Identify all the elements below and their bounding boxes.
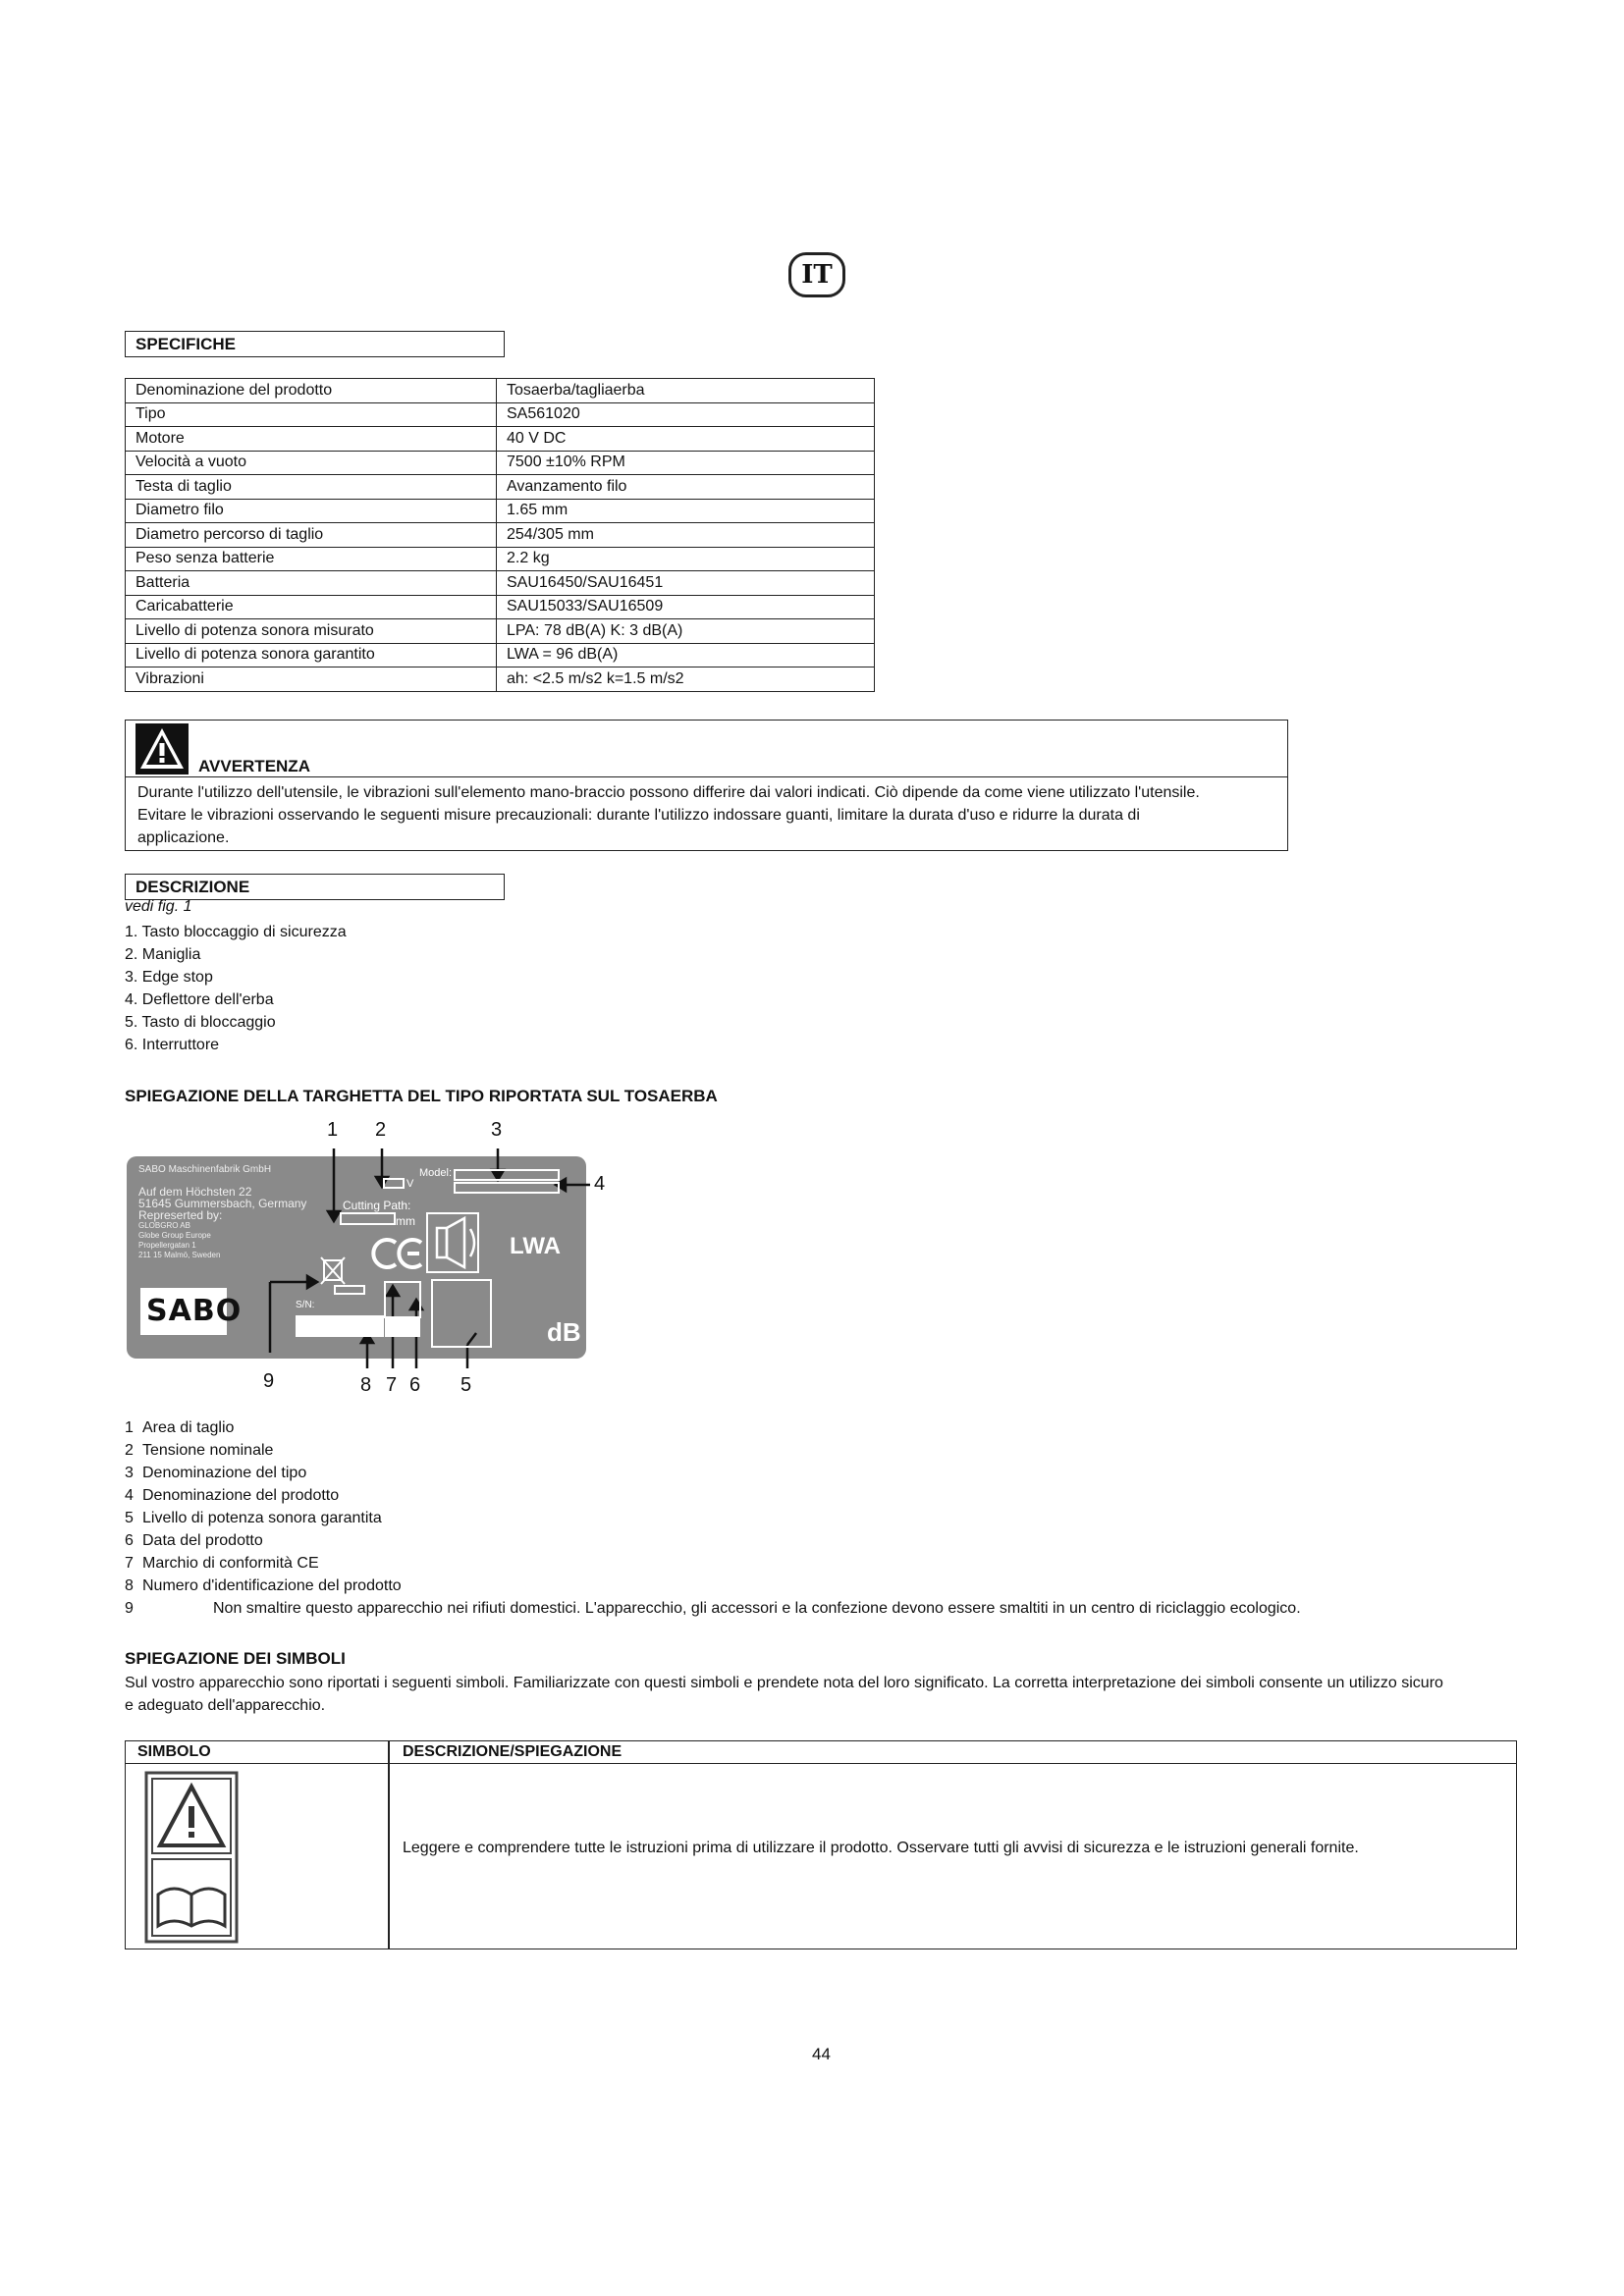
warning-title: AVVERTENZA bbox=[198, 757, 310, 775]
spec-label: Tipo bbox=[126, 402, 497, 427]
list-item: 6. Interruttore bbox=[125, 1037, 220, 1053]
plate-company: SABO Maschinenfabrik GmbH bbox=[138, 1164, 272, 1175]
list-item bbox=[125, 1462, 1301, 1484]
plate-address bbox=[138, 1186, 306, 1260]
item-text: Area di taglio bbox=[142, 1419, 235, 1436]
col-description-header: DESCRIZIONE/SPIEGAZIONE bbox=[403, 1743, 623, 1760]
table-row bbox=[126, 427, 875, 452]
spec-value: SA561020 bbox=[497, 402, 875, 427]
item-text: Marchio di conformità CE bbox=[142, 1555, 319, 1572]
plate-address-line: 211 15 Malmö, Sweden bbox=[138, 1251, 221, 1259]
item-number: 3 bbox=[125, 1465, 134, 1481]
spec-label: Caricabatterie bbox=[126, 595, 497, 619]
item-number: 7 bbox=[125, 1555, 134, 1572]
callout-number: 8 bbox=[360, 1374, 372, 1396]
warning-line: Evitare le vibrazioni osservando le seguenti misure precauzionali: durante l'utilizzo indossare guanti, limitare la durata d'uso e ridurre la durata di bbox=[137, 807, 1140, 824]
intro-line: e adeguato dell'apparecchio. bbox=[125, 1697, 326, 1714]
table-row bbox=[126, 595, 875, 619]
language-badge: IT bbox=[788, 252, 845, 297]
table-row bbox=[126, 619, 875, 644]
spec-value: SAU15033/SAU16509 bbox=[497, 595, 875, 619]
list-item bbox=[125, 1416, 1301, 1439]
col-symbol-header: SIMBOLO bbox=[137, 1743, 211, 1760]
spec-label: Diametro percorso di taglio bbox=[126, 523, 497, 548]
spec-label: Denominazione del prodotto bbox=[126, 379, 497, 403]
item-number: 4 bbox=[125, 1487, 134, 1504]
list-item: 1. Tasto bloccaggio di sicurezza bbox=[125, 924, 347, 940]
spec-value: 7500 ±10% RPM bbox=[497, 451, 875, 475]
page-number: 44 bbox=[812, 2045, 831, 2063]
callout-number: 2 bbox=[375, 1119, 387, 1141]
item-text: Numero d'identificazione del prodotto bbox=[142, 1577, 402, 1594]
item-text: Denominazione del prodotto bbox=[142, 1487, 340, 1504]
symbols-table-header bbox=[126, 1741, 1516, 1764]
callout-number: 5 bbox=[460, 1374, 472, 1396]
warning-line: Durante l'utilizzo dell'utensile, le vibrazioni sull'elemento mano-braccio possono differire dai valori indicati. Ciò dipende da come viene utilizzato l'utensile. bbox=[137, 784, 1200, 801]
table-row bbox=[126, 499, 875, 523]
table-row bbox=[126, 402, 875, 427]
spec-label: Vibrazioni bbox=[126, 667, 497, 692]
warning-text bbox=[137, 781, 1275, 849]
spec-label: Livello di potenza sonora garantito bbox=[126, 643, 497, 667]
item-text: Denominazione del tipo bbox=[142, 1465, 307, 1481]
plate-address-line: GLOBGRO AB bbox=[138, 1221, 190, 1230]
callout-number: 3 bbox=[491, 1119, 503, 1141]
spec-value: 1.65 mm bbox=[497, 499, 875, 523]
list-item bbox=[125, 1575, 1301, 1597]
warning-line: applicazione. bbox=[137, 829, 230, 846]
type-plate-figure bbox=[125, 1117, 645, 1412]
sabo-logo: SABO bbox=[146, 1294, 243, 1328]
plate-mm-label: mm bbox=[396, 1214, 415, 1228]
plate-address-line: Represerted by: bbox=[138, 1208, 223, 1222]
plate-db-label: dB bbox=[547, 1317, 581, 1347]
plate-address-line: Propellergatan 1 bbox=[138, 1241, 196, 1250]
spec-label: Batteria bbox=[126, 571, 497, 596]
table-row bbox=[126, 571, 875, 596]
item-text: Non smaltire questo apparecchio nei rifiuti domestici. L'apparecchio, gli accessori e la confezione devono essere smaltiti in un centro di riciclaggio ecologico. bbox=[213, 1600, 1301, 1617]
list-item: 3. Edge stop bbox=[125, 969, 213, 986]
plate-sn-label: S/N: bbox=[296, 1300, 315, 1310]
symbols-heading: SPIEGAZIONE DEI SIMBOLI bbox=[125, 1649, 346, 1668]
table-row bbox=[126, 523, 875, 548]
symbol-description: Leggere e comprendere tutte le istruzioni prima di utilizzare il prodotto. Osservare tutti gli avvisi di sicurezza e le istruzioni generali fornite. bbox=[403, 1840, 1359, 1856]
spec-label: Velocità a vuoto bbox=[126, 451, 497, 475]
warning-box bbox=[125, 720, 1288, 851]
callout-number: 4 bbox=[594, 1173, 606, 1195]
specs-heading: SPECIFICHE bbox=[125, 331, 505, 357]
spec-value: 254/305 mm bbox=[497, 523, 875, 548]
plate-cutting-path-label: Cutting Path: bbox=[343, 1199, 411, 1212]
list-item: 2. Maniglia bbox=[125, 946, 201, 963]
plate-address-line: 51645 Gummersbach, Germany bbox=[138, 1197, 307, 1210]
spec-label: Livello di potenza sonora misurato bbox=[126, 619, 497, 644]
spec-value: ah: <2.5 m/s2 k=1.5 m/s2 bbox=[497, 667, 875, 692]
list-item bbox=[125, 1552, 1301, 1575]
list-item bbox=[125, 1529, 1301, 1552]
see-figure-note: vedi fig. 1 bbox=[125, 898, 192, 915]
item-number: 9 bbox=[125, 1600, 134, 1617]
table-row bbox=[126, 451, 875, 475]
spec-label: Testa di taglio bbox=[126, 475, 497, 500]
spec-label: Diametro filo bbox=[126, 499, 497, 523]
callout-number: 9 bbox=[263, 1370, 275, 1392]
column-divider bbox=[388, 1741, 390, 1949]
item-number: 8 bbox=[125, 1577, 134, 1594]
description-heading: DESCRIZIONE bbox=[125, 874, 505, 900]
callout-number: 7 bbox=[386, 1374, 398, 1396]
symbols-table bbox=[125, 1740, 1517, 1949]
table-row bbox=[126, 475, 875, 500]
item-number: 1 bbox=[125, 1419, 134, 1436]
spec-label: Motore bbox=[126, 427, 497, 452]
spec-value: 40 V DC bbox=[497, 427, 875, 452]
item-number: 5 bbox=[125, 1510, 134, 1526]
list-item: 5. Tasto di bloccaggio bbox=[125, 1014, 276, 1031]
plate-lwa-label: LWA bbox=[510, 1233, 561, 1259]
spec-value: LWA = 96 dB(A) bbox=[497, 643, 875, 667]
plate-heading: SPIEGAZIONE DELLA TARGHETTA DEL TIPO RIPORTATA SUL TOSAERBA bbox=[125, 1087, 718, 1105]
specs-table bbox=[125, 378, 875, 692]
plate-model-label: Model: bbox=[419, 1167, 453, 1179]
list-item: 4. Deflettore dell'erba bbox=[125, 991, 274, 1008]
list-item bbox=[125, 1439, 1301, 1462]
item-text: Data del prodotto bbox=[142, 1532, 263, 1549]
table-row bbox=[126, 547, 875, 571]
spec-value: Tosaerba/tagliaerba bbox=[497, 379, 875, 403]
symbols-intro bbox=[125, 1672, 1524, 1717]
spec-value: 2.2 kg bbox=[497, 547, 875, 571]
table-row bbox=[126, 643, 875, 667]
description-list bbox=[125, 921, 347, 1056]
warning-read-manual-icon bbox=[144, 1771, 239, 1944]
table-row bbox=[126, 667, 875, 692]
list-item bbox=[125, 1507, 1301, 1529]
warning-triangle-icon bbox=[135, 723, 189, 774]
warning-header bbox=[126, 721, 1287, 777]
table-row bbox=[126, 379, 875, 403]
list-item bbox=[125, 1484, 1301, 1507]
plate-voltage-label: V bbox=[406, 1178, 414, 1190]
callout-number: 6 bbox=[409, 1374, 421, 1396]
spec-value: SAU16450/SAU16451 bbox=[497, 571, 875, 596]
callout-number: 1 bbox=[327, 1119, 339, 1141]
plate-address-line: Auf dem Höchsten 22 bbox=[138, 1185, 252, 1199]
item-text: Livello di potenza sonora garantita bbox=[142, 1510, 382, 1526]
spec-value: Avanzamento filo bbox=[497, 475, 875, 500]
intro-line: Sul vostro apparecchio sono riportati i seguenti simboli. Familiarizzate con questi simboli e prendete nota del loro significato. La corretta interpretazione dei simboli consente un utilizzo sicuro bbox=[125, 1675, 1443, 1691]
spec-value: LPA: 78 dB(A) K: 3 dB(A) bbox=[497, 619, 875, 644]
spec-label: Peso senza batterie bbox=[126, 547, 497, 571]
plate-address-line: Globe Group Europe bbox=[138, 1231, 211, 1240]
item-number: 2 bbox=[125, 1442, 134, 1459]
item-number: 6 bbox=[125, 1532, 134, 1549]
plate-legend bbox=[125, 1416, 1301, 1620]
item-text: Tensione nominale bbox=[142, 1442, 274, 1459]
list-item bbox=[125, 1597, 1301, 1620]
